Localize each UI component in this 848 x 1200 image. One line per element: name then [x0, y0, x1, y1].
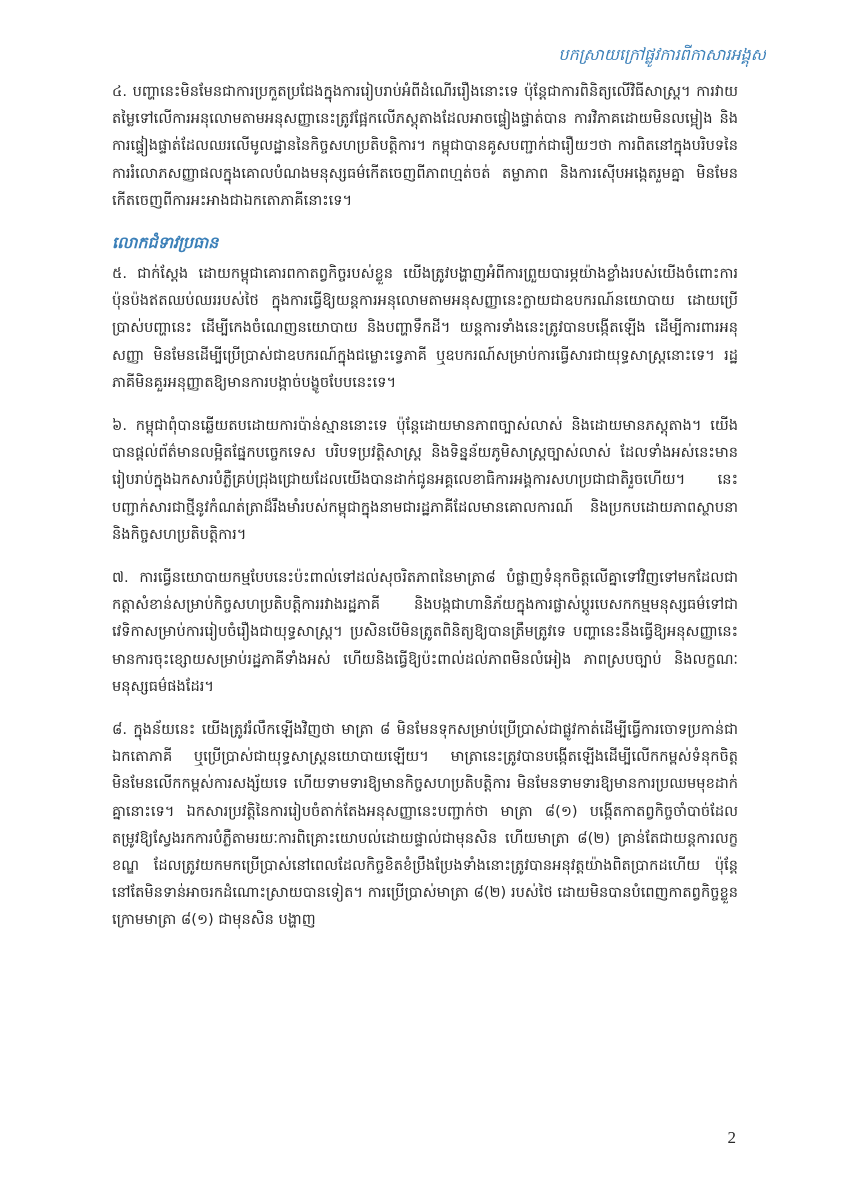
paragraph-6: ៦. កម្ពុជាពុំបានឆ្លើយតបដោយការប៉ាន់ស្មាននោះទេ ប៉ុន្តែដោយមានភាពច្បាស់លាស់ និងដោយមានភស្តុតាង។ យើងបានផ្តល់ព័ត៌មានលម្អិតផ្នែកបច្ចេកទេស បរិបទប្រវត្តិសាស្ត្រ និងទិន្នន័យភូមិសាស្ត្រច្បាស់លាស់ ដែលទាំងអស់នេះមានរៀបរាប់ក្នុងឯកសារបំភ្លឺគ្រប់ជ្រុងជ្រោយដែលយើងបានដាក់ជូនអគ្គលេខាធិការអង្គការសហប្រជាជាតិរួចហើយ។ នេះបញ្ជាក់សារជាថ្មីនូវកំណត់ត្រាដ៏រឹងមាំរបស់កម្ពុជាក្នុងនាមជារដ្ឋភាគីដែលមានគោលការណ៍ និងប្រកបដោយភាពស្ថាបនា និងកិច្ចសហប្រតិបត្តិការ។ — [112, 417, 738, 543]
paragraph-5: ៥. ជាក់ស្តែង ដោយកម្ពុជាគោរពកាតព្វកិច្ចរបស់ខ្លួន យើងត្រូវបង្ហាញអំពីការព្រួយបារម្ភយ៉ាងខ្លាំងរបស់យើងចំពោះការប៉ុនប៉ងឥតឈប់ឈររបស់ថៃ ក្នុងការធ្វើឱ្យយន្តការអនុលោមតាមអនុសញ្ញានេះក្លាយជាឧបករណ៍នយោបាយ ដោយប្រើប្រាស់បញ្ហានេះ ដើម្បីកេងចំណេញនយោបាយ និងបញ្ហាទឹកដី។ យន្តការទាំងនេះត្រូវបានបង្កើតឡើង ដើម្បីការពារអនុសញ្ញា មិនមែនដើម្បីប្រើប្រាស់ជាឧបករណ៍ក្នុងជម្លោះទ្វេភាគី ឬឧបករណ៍សម្រាប់ការធ្វើសារជាយុទ្ធសាស្ត្រនោះទេ។ រដ្ឋភាគីមិនគួរអនុញ្ញាតឱ្យមានការបង្កាច់បង្ខូចបែបនេះទេ។ — [112, 265, 738, 391]
paragraph-4: ៤. បញ្ហានេះមិនមែនជាការប្រកួតប្រជែងក្នុងការរៀបរាប់អំពីដំណើររឿងនោះទេ ប៉ុន្តែជាការពិនិត្យលើវិធីសាស្ត្រ។ ការវាយតម្លៃទៅលើការអនុលោមតាមអនុសញ្ញានេះត្រូវផ្អែកលើភស្តុតាងដែលអាចផ្ទៀងផ្ទាត់បាន ការវិភាគដោយមិនលម្អៀង និងការផ្ទៀងផ្ទាត់ដែលឈរលើមូលដ្ឋាននៃកិច្ចសហប្រតិបត្តិការ។ កម្ពុជាបានគូសបញ្ជាក់ជារឿយៗថា ការពិតនៅក្នុងបរិបទនៃការរំលោភសញ្ញាផលក្នុងគោលបំណងមនុស្សធម៌កើតចេញពីភាពហ្មត់ចត់ តម្លាភាព និងការស៊ើបអង្កេតរួមគ្នា មិនមែនកើតចេញពីការអះអាងជាឯកតោភាគីនោះទេ។ — [112, 83, 738, 209]
section-heading: លោកជំទាវប្រធាន — [112, 233, 219, 253]
paragraph-7: ៧. ការធ្វើនយោបាយកម្មបែបនេះប៉ះពាល់ទៅដល់សុចរិតភាពនៃមាត្រា៨ បំផ្លាញទំនុកចិត្តលើគ្នាទៅវិញទៅមកដែលជាកត្តាសំខាន់សម្រាប់កិច្ចសហប្រតិបត្តិការរវាងរដ្ឋភាគី និងបង្កជាហានិភ័យក្នុងការផ្លាស់ប្តូរបេសកកម្មមនុស្សធម៌ទៅជាវេទិកាសម្រាប់ការរៀបចំរឿងជាយុទ្ធសាស្ត្រ។ ប្រសិនបើមិនត្រូតពិនិត្យឱ្យបានត្រឹមត្រូវទេ បញ្ហានេះនឹងធ្វើឱ្យអនុសញ្ញានេះមានការចុះខ្សោយសម្រាប់រដ្ឋភាគីទាំងអស់ ហើយនិងធ្វើឱ្យប៉ះពាល់ដល់ភាពមិនលំអៀង ភាពស្របច្បាប់ និងលក្ខណៈមនុស្សធម៌ផងដែរ។ — [112, 569, 738, 695]
paragraph-8: ៨. ក្នុងន័យនេះ យើងត្រូវរំលឹកឡើងវិញថា មាត្រា ៨ មិនមែនទុកសម្រាប់ប្រើប្រាស់ជាផ្លូវកាត់ដើម្បីធ្វើការចោទប្រកាន់ជាឯកតោភាគី ឬប្រើប្រាស់ជាយុទ្ធសាស្ត្រនយោបាយឡើយ។ មាត្រានេះត្រូវបានបង្កើតឡើងដើម្បីលើកកម្ពស់ទំនុកចិត្ត មិនមែនលើកកម្ពស់ការសង្ស័យទេ ហើយទាមទារឱ្យមានកិច្ចសហប្រតិបត្តិការ មិនមែនទាមទារឱ្យមានការប្រឈមមុខដាក់គ្នានោះទេ។ ឯកសារប្រវត្តិនៃការរៀបចំតាក់តែងអនុសញ្ញានេះបញ្ជាក់ថា មាត្រា ៨(១) បង្កើតកាតព្វកិច្ចចាំបាច់ដែលតម្រូវឱ្យស្វែងរកការបំភ្លឺតាមរយៈការពិគ្រោះយោបល់ដោយផ្ទាល់ជាមុនសិន ហើយមាត្រា ៨(២) គ្រាន់តែជាយន្តការលក្ខខណ្ឌ ដែលត្រូវយកមកប្រើប្រាស់នៅពេលដែលកិច្ចខិតខំប្រឹងប្រែងទាំងនោះត្រូវបានអនុវត្តយ៉ាងពិតប្រាកដហើយ ប៉ុន្តែនៅតែមិនទាន់អាចរកដំណោះស្រាយបានទៀត។ ការប្រើប្រាស់មាត្រា ៨(២) របស់ថៃ ដោយមិនបានបំពេញកាតព្វកិច្ចខ្លួនក្រោមមាត្រា ៨(១) ជាមុនសិន បង្ហាញ — [112, 721, 738, 929]
running-header: បកស្រាយក្រៅផ្លូវការពីកាសារអង្គុស — [558, 45, 766, 64]
page-number: 2 — [727, 1128, 736, 1147]
document-body — [112, 78, 738, 950]
